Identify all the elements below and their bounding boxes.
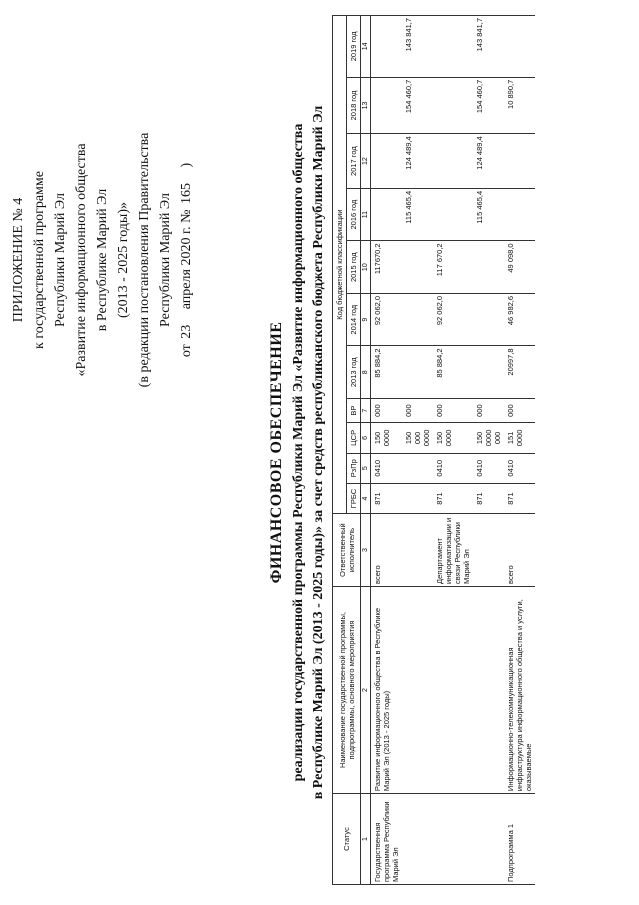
cell-grbs: 871	[433, 483, 473, 513]
header-year: 2013 год	[347, 346, 361, 399]
date-from: от	[179, 344, 194, 358]
cell-y2019	[504, 16, 535, 78]
cell-y2018	[433, 77, 473, 134]
cell-y2015	[402, 241, 433, 294]
column-index: 5	[361, 453, 371, 483]
cell-y2018: 154 460,7	[402, 77, 433, 134]
cell-y2016: 115 465,4	[402, 188, 433, 241]
cell-vr: 000	[473, 399, 504, 423]
subtitle-line: реализации государственной программы Республики Марий Эл «Развитие информационного общества	[291, 123, 306, 782]
cell-csr: 151 0000	[504, 423, 535, 453]
header-responsible: Ответственный исполнитель	[333, 514, 361, 587]
cell-y2018: 10 890,7	[504, 77, 535, 134]
cell-y2016	[504, 188, 535, 241]
column-index: 10	[361, 241, 371, 294]
cell-y2016	[433, 188, 473, 241]
cell-y2013: 85 884,2	[433, 346, 473, 399]
cell-y2019: 143 841,7	[402, 16, 433, 78]
cell-name	[473, 586, 504, 793]
cell-name	[402, 586, 433, 793]
table-row	[504, 16, 535, 885]
cell-vr: 000	[402, 399, 433, 423]
cell-csr: 150 0000	[371, 423, 403, 453]
cell-responsible: всего	[371, 514, 403, 587]
cell-rzpr	[402, 453, 433, 483]
cell-y2019: 143 841,7	[473, 16, 504, 78]
cell-y2017: 124 489,4	[402, 134, 433, 189]
cell-y2017	[504, 134, 535, 189]
cell-y2016: 115 465,4	[473, 188, 504, 241]
header-name: Наименование государственной программы, подпрограммы, основного мероприятия	[333, 586, 361, 793]
cell-y2014: 92 062,0	[371, 293, 403, 346]
header-year: 2015 год	[347, 241, 361, 294]
column-index: 4	[361, 483, 371, 513]
cell-responsible	[473, 514, 504, 587]
column-index: 9	[361, 293, 371, 346]
header-year: 2018 год	[347, 77, 361, 134]
date-close: )	[179, 162, 194, 168]
date-day: 23	[179, 324, 194, 339]
cell-y2015: 49 098,0	[504, 241, 535, 294]
cell-y2017: 124 489,4	[473, 134, 504, 189]
cell-grbs: 871	[504, 483, 535, 513]
header-rzpr: РзПр	[347, 453, 361, 483]
document-title: ФИНАНСОВОЕ ОБЕСПЕЧЕНИЕ	[268, 321, 285, 584]
header-status: Статус	[333, 794, 361, 885]
cell-csr: 150 0000 000	[473, 423, 504, 453]
appendix-number: ПРИЛОЖЕНИЕ № 4	[11, 197, 26, 323]
column-index: 2	[361, 586, 371, 793]
cell-y2015	[473, 241, 504, 294]
cell-status	[473, 794, 504, 885]
cell-y2019	[433, 16, 473, 78]
appendix-line: (2013 - 2025 годы)»	[116, 202, 131, 319]
cell-y2018: 154 460,7	[473, 77, 504, 134]
cell-y2014	[402, 293, 433, 346]
cell-rzpr: 0410	[433, 453, 473, 483]
column-index: 1	[361, 794, 371, 885]
cell-status	[402, 794, 433, 885]
table-row	[402, 16, 433, 885]
cell-y2013: 85 884,2	[371, 346, 403, 399]
header-year: 2014 год	[347, 293, 361, 346]
cell-y2015: 117 670,2	[433, 241, 473, 294]
document-subtitle	[289, 20, 329, 885]
appendix-header	[8, 55, 197, 465]
column-index: 6	[361, 423, 371, 453]
cell-csr: 150 000 0000	[402, 423, 433, 453]
column-index: 14	[361, 16, 371, 78]
cell-y2018	[371, 77, 403, 134]
cell-csr: 150 0000	[433, 423, 473, 453]
cell-y2019	[371, 16, 403, 78]
header-year: 2019 год	[347, 16, 361, 78]
appendix-line: Республики Марий Эл	[158, 193, 173, 327]
appendix-line: (в редакции постановления Правительства	[137, 132, 152, 388]
appendix-line: к государственной программе	[32, 171, 47, 349]
cell-status: Подпрограмма 1	[504, 794, 535, 885]
cell-y2013	[402, 346, 433, 399]
column-index: 3	[361, 514, 371, 587]
appendix-line: «Развитие информационного общества	[74, 143, 89, 377]
header-grbs: ГРБС	[347, 483, 361, 513]
cell-vr: 000	[504, 399, 535, 423]
cell-grbs	[402, 483, 433, 513]
cell-name	[433, 586, 473, 793]
cell-vr: 000	[371, 399, 403, 423]
cell-responsible: всего	[504, 514, 535, 587]
cell-grbs: 871	[473, 483, 504, 513]
table-row	[473, 16, 504, 885]
cell-status: Государственная программа Республики Марий Эл	[371, 794, 403, 885]
subtitle-line: в Республике Марий Эл (2013 - 2025 годы)» за счет средств республиканского бюджета Республики Марий Эл	[311, 105, 326, 800]
cell-name: Развитие информационного общества в Республике Марий Эл (2013 - 2025 годы)	[371, 586, 403, 793]
header-vr: ВР	[347, 399, 361, 423]
cell-y2015: 117670,2	[371, 241, 403, 294]
finance-table	[332, 15, 535, 885]
cell-y2013: 20997,8	[504, 346, 535, 399]
cell-grbs: 871	[371, 483, 403, 513]
appendix-line: в Республике Марий Эл	[95, 188, 110, 332]
cell-rzpr: 0410	[504, 453, 535, 483]
cell-responsible	[402, 514, 433, 587]
column-index: 8	[361, 346, 371, 399]
cell-y2014	[473, 293, 504, 346]
appendix-line: Республики Марий Эл	[53, 193, 68, 327]
cell-name: Информационно-телекоммуникационная инфраструктура информационного общества и услуги, оказываемые	[504, 586, 535, 793]
cell-rzpr: 0410	[473, 453, 504, 483]
cell-responsible: Департамент информатизации и связи Республики Марий Эл	[433, 514, 473, 587]
header-year: 2016 год	[347, 188, 361, 241]
cell-status	[433, 794, 473, 885]
cell-y2016	[371, 188, 403, 241]
cell-y2014: 46 982,6	[504, 293, 535, 346]
header-csr: ЦСР	[347, 423, 361, 453]
column-index: 13	[361, 77, 371, 134]
cell-rzpr: 0410	[371, 453, 403, 483]
cell-y2017	[433, 134, 473, 189]
table-row	[371, 16, 403, 885]
column-index: 11	[361, 188, 371, 241]
cell-y2014: 92 062,0	[433, 293, 473, 346]
date-rest: апреля 2020 г. №	[179, 209, 194, 310]
column-index: 7	[361, 399, 371, 423]
cell-vr: 000	[433, 399, 473, 423]
date-number: 165	[179, 183, 194, 205]
appendix-date-line	[176, 55, 197, 465]
cell-y2013	[473, 346, 504, 399]
cell-y2017	[371, 134, 403, 189]
column-index: 12	[361, 134, 371, 189]
column-index-row	[361, 16, 371, 885]
table-row	[433, 16, 473, 885]
header-budget-code: Код бюджетной классификации	[333, 16, 347, 514]
header-year: 2017 год	[347, 134, 361, 189]
